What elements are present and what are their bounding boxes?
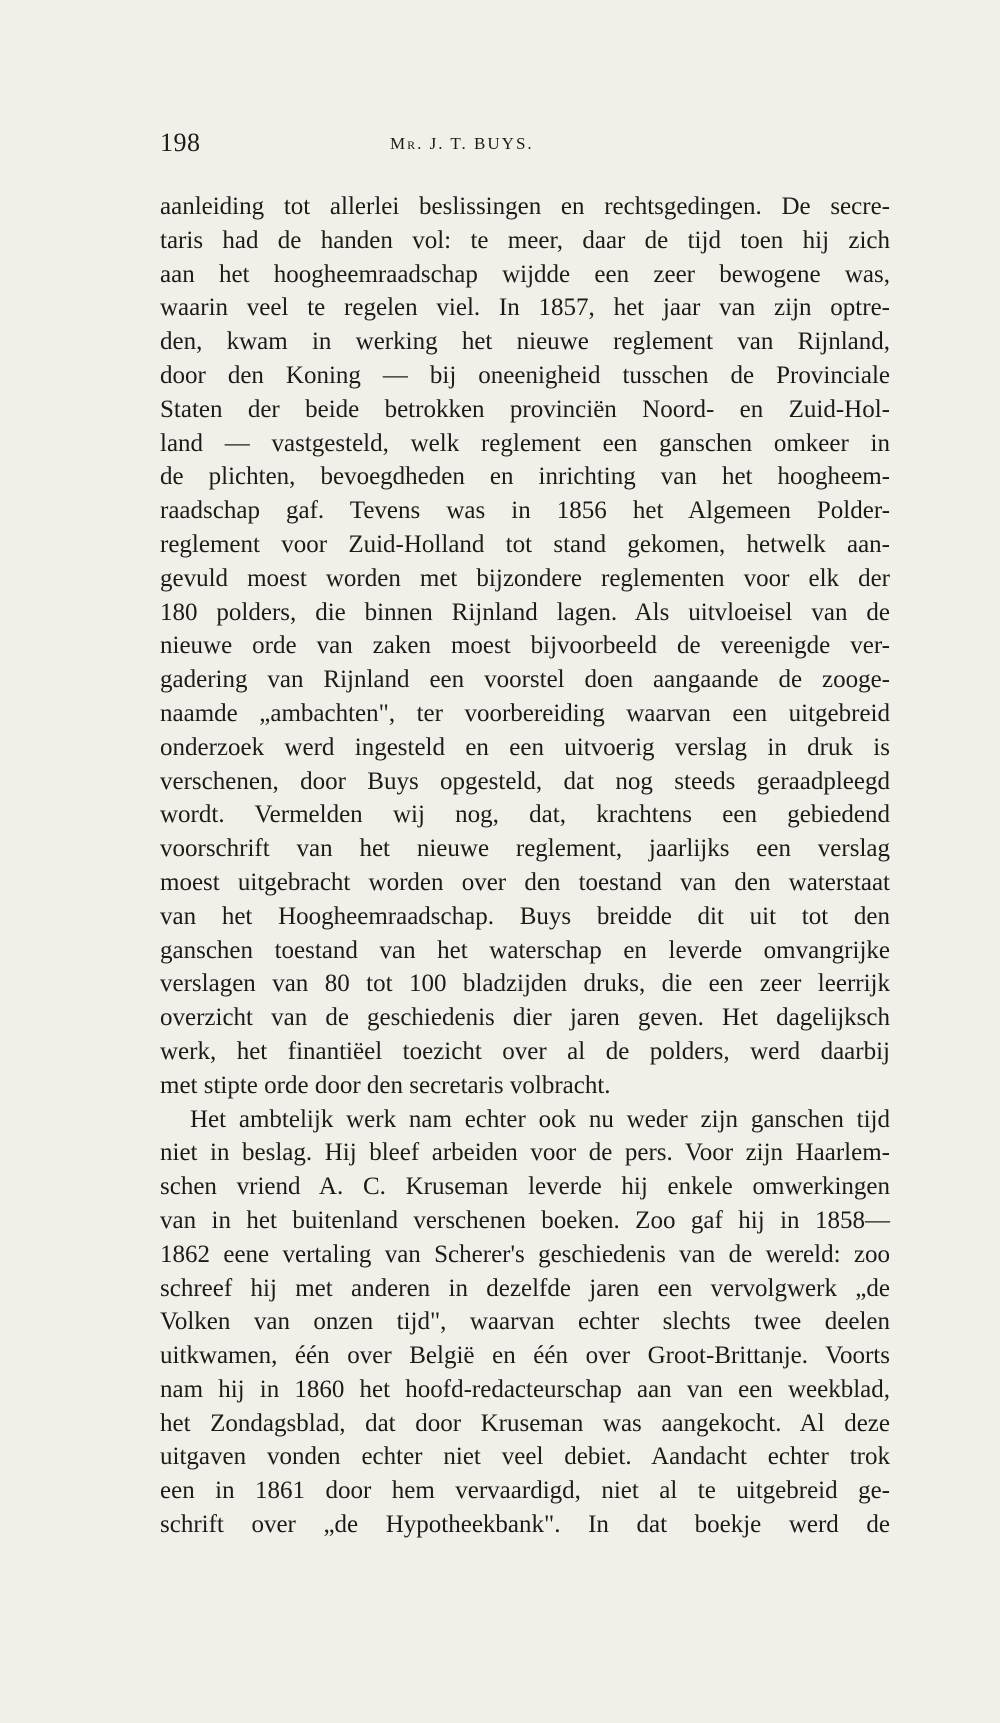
text-line: uitkwamen, één over België en één over Groot-Brittanje. Voorts [160, 1342, 890, 1370]
paragraph [160, 1103, 890, 1542]
text-line: door den Koning — bij oneenigheid tusschen de Provinciale [160, 361, 890, 389]
text-line: een in 1861 door hem vervaardigd, niet al te uitgebreid ge- [160, 1477, 890, 1505]
running-head: Mr. J. T. BUYS. [390, 134, 534, 153]
body-text [160, 190, 890, 1542]
text-line: naamde „ambachten", ter voorbereiding waarvan een uitgebreid [160, 699, 890, 727]
text-line: 180 polders, die binnen Rijnland lagen. Als uitvloeisel van de [160, 598, 890, 626]
text-line: gevuld moest worden met bijzondere reglementen voor elk der [160, 564, 890, 592]
text-line: nam hij in 1860 het hoofd-redacteurschap aan van een weekblad, [160, 1375, 890, 1403]
text-line: taris had de handen vol: te meer, daar de tijd toen hij zich [160, 226, 890, 254]
text-line: wordt. Vermelden wij nog, dat, krachtens een gebiedend [160, 801, 890, 829]
text-line: Staten der beide betrokken provinciën Noord- en Zuid-Hol- [160, 395, 890, 423]
text-line: niet in beslag. Hij bleef arbeiden voor de pers. Voor zijn Haarlem- [160, 1139, 890, 1167]
text-line: schrift over „de Hypotheekbank". In dat boekje werd de [160, 1511, 890, 1539]
text-line: raadschap gaf. Tevens was in 1856 het Algemeen Polder- [160, 497, 890, 525]
text-line: gadering van Rijnland een voorstel doen aangaande de zooge- [160, 666, 890, 694]
paragraph [160, 190, 890, 1103]
text-line: onderzoek werd ingesteld en een uitvoerig verslag in druk is [160, 733, 890, 761]
text-line: waarin veel te regelen viel. In 1857, het jaar van zijn optre- [160, 294, 890, 322]
text-line: 1862 eene vertaling van Scherer's geschiedenis van de wereld: zoo [160, 1240, 890, 1268]
text-line: den, kwam in werking het nieuwe reglement van Rijnland, [160, 328, 890, 356]
text-line: aanleiding tot allerlei beslissingen en rechtsgedingen. De secre- [160, 193, 890, 220]
text-line: het Zondagsblad, dat door Kruseman was aangekocht. Al deze [160, 1409, 890, 1437]
page-number: 198 [160, 128, 201, 157]
page-header [160, 128, 890, 168]
text-line: nieuwe orde van zaken moest bijvoorbeeld de vereenigde ver- [160, 632, 890, 660]
text-line: land — vastgesteld, welk reglement een ganschen omkeer in [160, 429, 890, 457]
text-line: van het Hoogheemraadschap. Buys breidde dit uit tot den [160, 902, 890, 930]
text-line: de plichten, bevoegdheden en inrichting van het hoogheem- [160, 463, 890, 491]
text-line: moest uitgebracht worden over den toestand van den waterstaat [160, 868, 890, 896]
text-line: werk, het finantiëel toezicht over al de polders, werd daarbij [160, 1037, 890, 1065]
text-line: reglement voor Zuid-Holland tot stand gekomen, hetwelk aan- [160, 530, 890, 558]
text-line: met stipte orde door den secretaris volbracht. [160, 1071, 611, 1099]
text-line: overzicht van de geschiedenis dier jaren geven. Het dagelijksch [160, 1004, 890, 1032]
text-line: ganschen toestand van het waterschap en leverde omvangrijke [160, 936, 890, 964]
text-line: aan het hoogheemraadschap wijdde een zeer bewogene was, [160, 260, 890, 288]
text-line: verschenen, door Buys opgesteld, dat nog steeds geraadpleegd [160, 767, 890, 795]
text-line: Het ambtelijk werk nam echter ook nu weder zijn ganschen tijd [190, 1105, 890, 1133]
text-line: uitgaven vonden echter niet veel debiet. Aandacht echter trok [160, 1443, 890, 1471]
text-line: voorschrift van het nieuwe reglement, jaarlijks een verslag [160, 835, 890, 863]
text-line: schen vriend A. C. Kruseman leverde hij enkele omwerkingen [160, 1173, 890, 1201]
text-line: van in het buitenland verschenen boeken. Zoo gaf hij in 1858— [160, 1206, 890, 1234]
text-line: Volken van onzen tijd", waarvan echter slechts twee deelen [160, 1308, 890, 1336]
text-line: schreef hij met anderen in dezelfde jaren een vervolgwerk „de [160, 1274, 890, 1302]
text-line: verslagen van 80 tot 100 bladzijden druks, die een zeer leerrijk [160, 970, 890, 998]
